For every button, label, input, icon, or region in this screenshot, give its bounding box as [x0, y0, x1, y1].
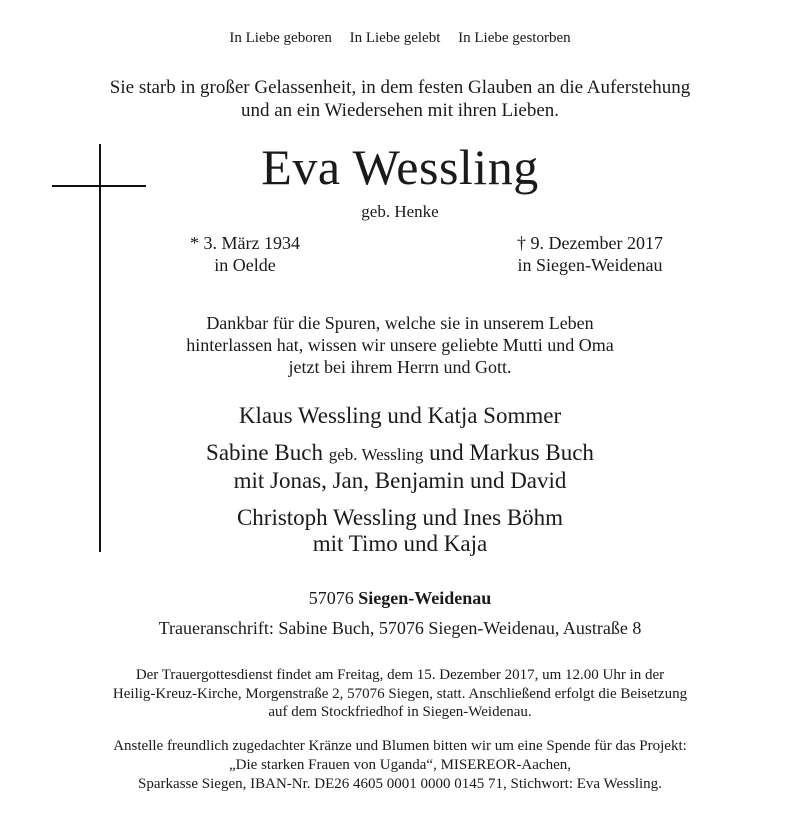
- maiden-name: geb. Henke: [361, 202, 439, 221]
- intro-text: [0, 76, 800, 122]
- location-line: [0, 588, 800, 609]
- verse-line-1: Dankbar für die Spuren, welche sie in unserem Leben: [206, 313, 594, 333]
- header-motto: [0, 30, 800, 47]
- header-died: In Liebe gestorben: [458, 30, 571, 46]
- donation-line-2: „Die starken Frauen von Uganda“, MISEREOR-Aachen,: [229, 757, 571, 773]
- memorial-verse: [0, 312, 800, 378]
- location-zip: 57076: [308, 588, 354, 608]
- intro-line-2: und an ein Wiedersehen mit ihren Lieben.: [240, 100, 560, 121]
- family-sabine-children: mit Jonas, Jan, Benjamin und David: [233, 468, 567, 493]
- death-date: † 9. Dezember 2017: [517, 233, 663, 253]
- donation-info: [0, 737, 800, 794]
- death-place: in Siegen-Weidenau: [517, 255, 663, 275]
- mourning-address: Traueranschrift: Sabine Buch, 57076 Siegen-Weidenau, Austraße 8: [158, 618, 642, 638]
- family-sabine: [0, 440, 800, 494]
- service-info: [0, 666, 800, 722]
- header-born: In Liebe geboren: [229, 30, 332, 46]
- family-sabine-name: Sabine Buch: [206, 440, 323, 465]
- birth-date: * 3. März 1934: [190, 233, 300, 253]
- birth-info: [150, 232, 340, 276]
- service-line-2: Heilig-Kreuz-Kirche, Morgenstraße 2, 57076 Siegen, statt. Anschließend erfolgt die Beisetzung: [112, 685, 688, 702]
- family-klaus: Klaus Wessling und Katja Sommer: [238, 403, 562, 428]
- verse-line-3: jetzt bei ihrem Herrn und Gott.: [288, 357, 512, 377]
- intro-line-1: Sie starb in großer Gelassenheit, in dem festen Glauben an die Auferstehung: [109, 77, 691, 98]
- deceased-name: Eva Wessling: [261, 139, 539, 195]
- family-christoph: [0, 505, 800, 557]
- birth-place: in Oelde: [214, 255, 276, 275]
- family-christoph-line: Christoph Wessling und Ines Böhm: [236, 505, 564, 530]
- family-christoph-children: mit Timo und Kaja: [312, 531, 488, 556]
- donation-line-3: Sparkasse Siegen, IBAN-Nr. DE26 4605 0001 0000 0145 71, Stichwort: Eva Wessling.: [138, 776, 662, 792]
- header-lived: In Liebe gelebt: [349, 30, 441, 46]
- death-info: [470, 232, 710, 276]
- verse-line-2: hinterlassen hat, wissen wir unsere geliebte Mutti und Oma: [186, 335, 614, 355]
- service-line-1: Der Trauergottesdienst findet am Freitag, dem 15. Dezember 2017, um 12.00 Uhr in der: [135, 667, 665, 683]
- family-sabine-line: [0, 440, 800, 468]
- family-sabine-maiden: geb. Wessling: [328, 445, 424, 464]
- service-line-3: auf dem Stockfriedhof in Siegen-Weidenau.: [268, 704, 532, 720]
- location-city: Siegen-Weidenau: [358, 588, 492, 608]
- family-sabine-partner: und Markus Buch: [429, 440, 594, 465]
- donation-line-1: Anstelle freundlich zugedachter Kränze und Blumen bitten wir um eine Spende für das Projekt:: [113, 738, 687, 754]
